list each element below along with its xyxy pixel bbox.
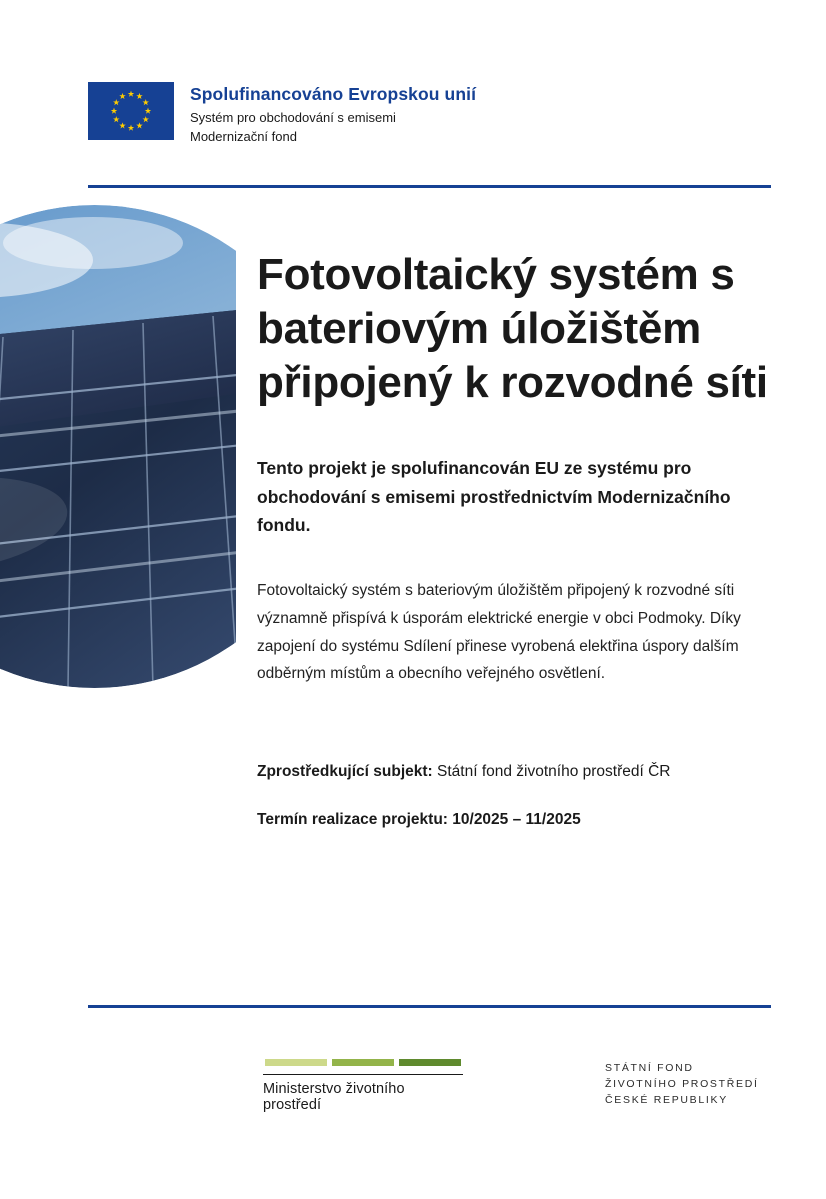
eu-header-subtitle-line2: Modernizační fond: [190, 128, 297, 144]
sfzp-circle-logo-icon: [529, 1053, 591, 1115]
body-paragraph: Fotovoltaický systém s bateriovým úložištěm připojený k rozvodné síti významně přispívá k úsporám elektrické energie v obci Podmoky. Díky zapojení do systému Sdílení přinese vyrobená elektřina úspory dalším odběrným místům a obecního veřejného osvětlení.: [257, 582, 741, 683]
document-content: [257, 248, 771, 833]
eu-header-title: Spolufinancováno Evropskou unií: [190, 84, 477, 104]
sfzp-line-1: STÁTNÍ FOND: [605, 1061, 694, 1074]
ministry-logo: [263, 1059, 463, 1113]
sfzp-line-3: ČESKÉ REPUBLIKY: [605, 1094, 728, 1107]
meta-term-label: Termín realizace projektu:: [257, 811, 448, 829]
lead-paragraph: Tento projekt je spolufinancován EU ze systému pro obchodování s emisemi prostřednictvím Modernizačního fondu.: [257, 458, 731, 536]
meta-term-value: 10/2025 – 11/2025: [452, 811, 581, 829]
divider-bottom: [88, 1005, 771, 1008]
meta-subject-label: Zprostředkující subjekt:: [257, 762, 433, 780]
solar-panel-photo-icon: [0, 205, 236, 688]
meta-row-term: [257, 808, 771, 833]
footer: [0, 1045, 826, 1135]
sfzp-logo: [529, 1053, 759, 1115]
eu-funding-header: [88, 82, 476, 147]
eu-header-text: [190, 82, 476, 147]
project-meta: [257, 760, 771, 834]
page-title: Fotovoltaický systém s bateriovým úložištěm připojený k rozvodné síti: [257, 250, 768, 408]
meta-subject-value: Státní fond životního prostředí ČR: [437, 762, 671, 780]
ministry-bars-icon: [263, 1059, 463, 1066]
sfzp-line-2: ŽIVOTNÍHO PROSTŘEDÍ: [605, 1077, 759, 1090]
meta-row-subject: [257, 760, 771, 785]
eu-flag-icon: [88, 82, 174, 140]
divider-top: [88, 185, 771, 188]
eu-header-subtitle-line1: Systém pro obchodování s emisemi: [190, 110, 396, 125]
ministry-name: Ministerstvo životního prostředí: [263, 1074, 463, 1113]
sfzp-text: [605, 1060, 759, 1109]
solar-panel-photo: [0, 205, 236, 688]
